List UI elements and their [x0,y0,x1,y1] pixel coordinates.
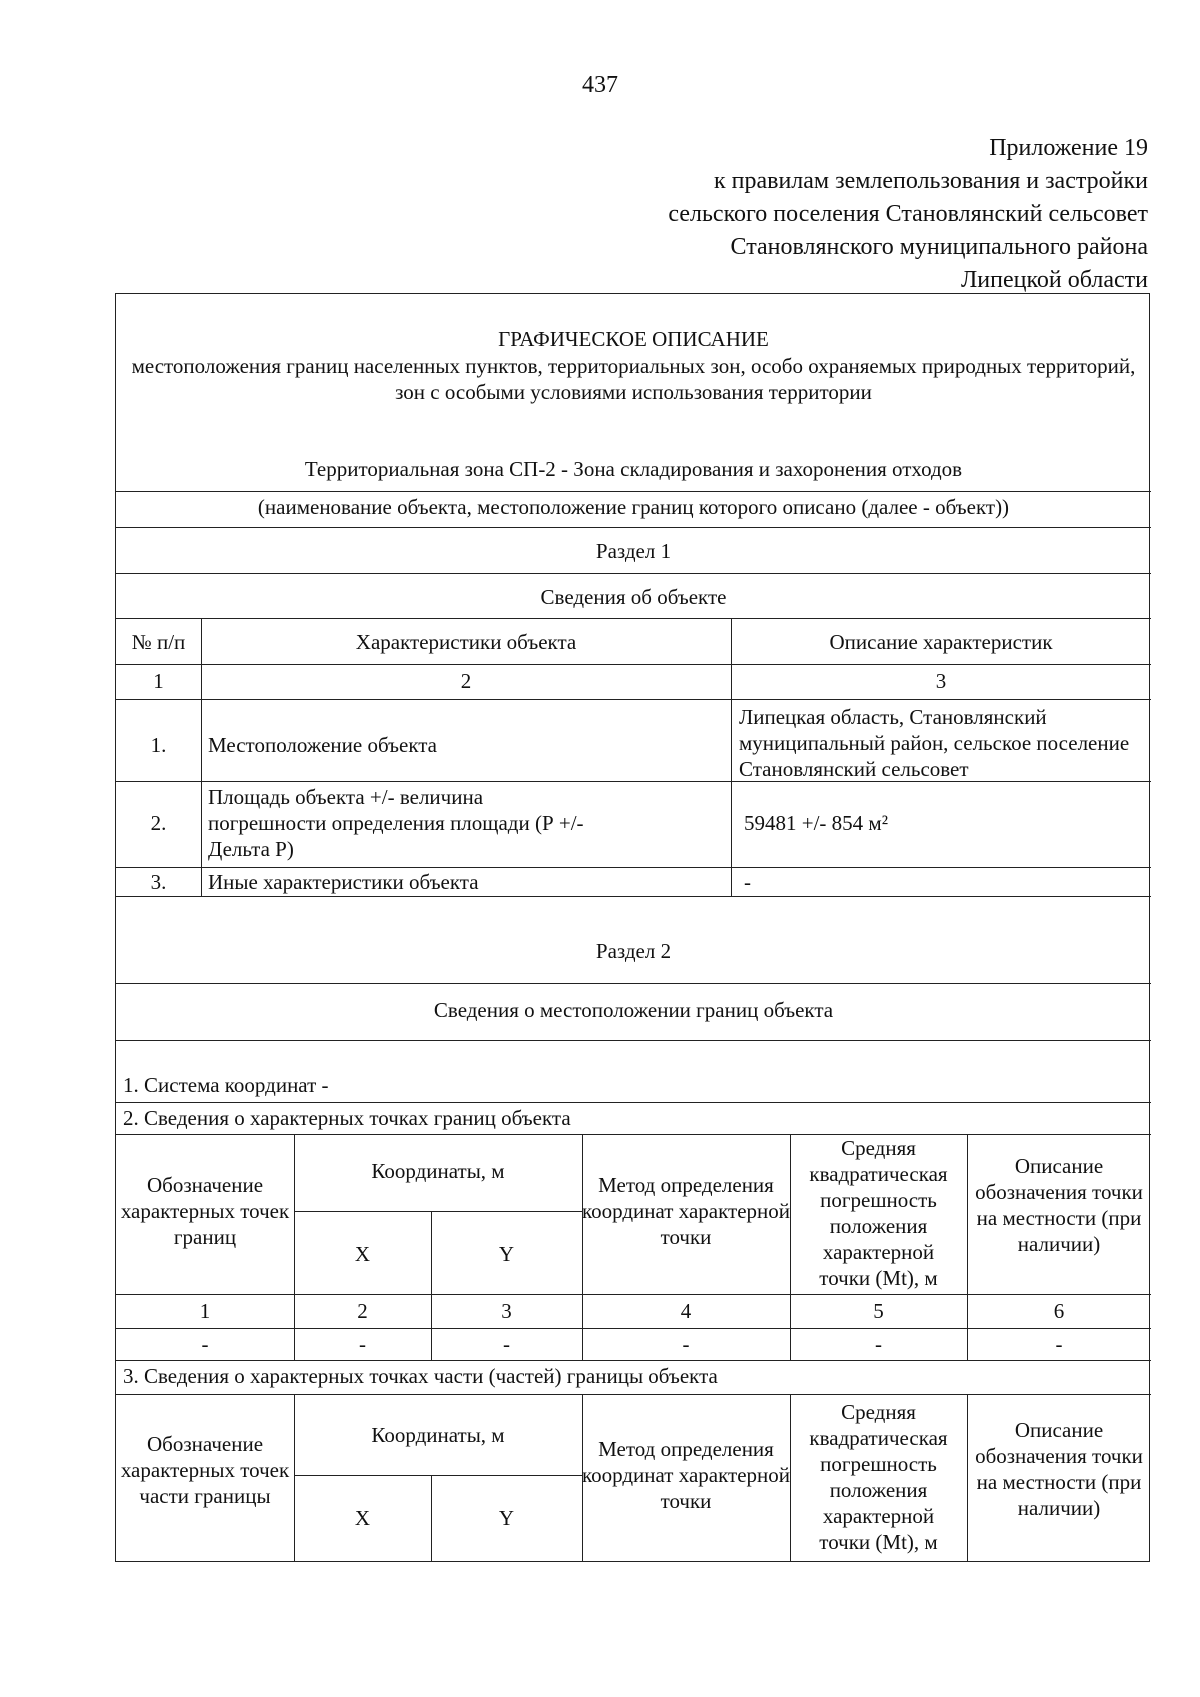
divider [116,983,1151,984]
form-subtitle: местоположения границ населенных пунктов, территориальных зон, особо охраняемых природных территорий, зон с особыми условиями использования территории [131,354,1136,404]
divider [116,527,1151,528]
row-value: - [744,870,751,894]
graphic-description-form [115,293,1150,1562]
divider [116,491,1151,492]
column-divider [967,1394,968,1562]
row-value: 59481 +/- 854 м² [744,811,889,835]
col-header-number: № п/п [131,630,186,654]
col-number: 2 [460,669,472,693]
divider [116,1360,1151,1361]
column-divider [294,1394,295,1562]
object-name: Территориальная зона СП-2 - Зона складирования и захоронения отходов [304,457,963,481]
column-divider [967,1134,968,1360]
divider [116,699,1151,700]
points-title: 2. Сведения о характерных точках границ объекта [123,1106,571,1130]
divider [116,867,1151,868]
divider [116,1102,1151,1103]
points-col-y: Y [498,1242,515,1266]
table-cell: - [201,1332,209,1356]
row-name: Местоположение объекта [208,733,438,757]
table-cell: - [682,1332,690,1356]
divider [294,1211,582,1212]
parts-col-method: Метод определения координат характерной точки [582,1437,790,1513]
section2-title: Раздел 2 [595,939,672,963]
points-col-coords: Координаты, м [371,1159,505,1183]
points-col-method: Метод определения координат характерной точки [582,1173,790,1249]
points-col-error: Средняя квадратическая погрешность положения характерной точки (Mt), м [809,1136,948,1290]
divider [116,1040,1151,1041]
points-col-description: Описание обозначения точки на местности (при наличии) [975,1154,1143,1256]
column-divider [201,618,202,896]
appendix-line: сельского поселения Становлянский сельсовет [668,201,1148,227]
coord-system: 1. Система координат - [123,1073,329,1097]
divider [116,664,1151,665]
col-number: 3 [935,669,947,693]
divider [116,781,1151,782]
row-name: Иные характеристики объекта [208,870,479,894]
col-number: 3 [501,1299,512,1323]
row-value: Липецкая область, Становлянский муниципальный район, сельское поселение Становлянский сельсовет [739,705,1130,781]
col-header-characteristics: Характеристики объекта [355,630,577,654]
appendix-line: Приложение 19 [989,135,1148,161]
parts-col-coords: Координаты, м [371,1423,505,1447]
column-divider [790,1394,791,1562]
section2-subtitle: Сведения о местоположении границ объекта [433,998,834,1022]
table-cell: - [503,1332,510,1356]
column-divider [731,618,732,896]
appendix-line: к правилам землепользования и застройки [713,168,1148,194]
col-number: 1 [153,669,164,693]
object-caption: (наименование объекта, местоположение границ которого описано (далее - объект)) [257,495,1010,519]
col-number: 2 [357,1299,368,1323]
divider [116,1294,1151,1295]
row-number: 2. [150,811,167,835]
col-number: 1 [199,1299,211,1323]
divider [116,618,1151,619]
row-number: 1. [150,733,167,757]
divider [116,1134,1151,1135]
divider [116,1394,1151,1395]
divider [294,1475,582,1476]
points-col-designation: Обозначение характерных точек границ [120,1173,290,1249]
divider [116,896,1151,897]
row-number: 3. [150,870,167,894]
appendix-line: Липецкой области [961,267,1148,293]
appendix-heading [668,132,1148,297]
row-name: Площадь объекта +/- величина погрешности определения площади (Р +/- Дельта Р) [208,785,584,861]
parts-title: 3. Сведения о характерных точках части (частей) границы объекта [123,1364,718,1388]
col-number: 4 [680,1299,692,1323]
parts-col-y: Y [498,1506,515,1530]
col-header-description: Описание характеристик [829,630,1053,654]
appendix-line: Становлянского муниципального района [730,234,1148,260]
divider [116,573,1151,574]
divider [116,1328,1151,1329]
table-cell: - [875,1332,882,1356]
column-divider [790,1134,791,1360]
parts-col-error: Средняя квадратическая погрешность положения характерной точки (Mt), м [809,1400,948,1554]
table-cell: - [359,1332,366,1356]
section1-title: Раздел 1 [595,539,672,563]
col-number: 6 [1053,1299,1065,1323]
section1-subtitle: Сведения об объекте [540,585,727,609]
form-title: ГРАФИЧЕСКОЕ ОПИСАНИЕ [498,327,769,351]
parts-col-description: Описание обозначения точки на местности (при наличии) [975,1418,1143,1520]
table-cell: - [1055,1332,1063,1356]
parts-col-designation: Обозначение характерных точек части границы [120,1432,290,1508]
parts-col-x: X [354,1506,371,1530]
points-col-x: X [354,1242,371,1266]
page-number: 437 [582,72,618,98]
col-number: 5 [873,1299,884,1323]
